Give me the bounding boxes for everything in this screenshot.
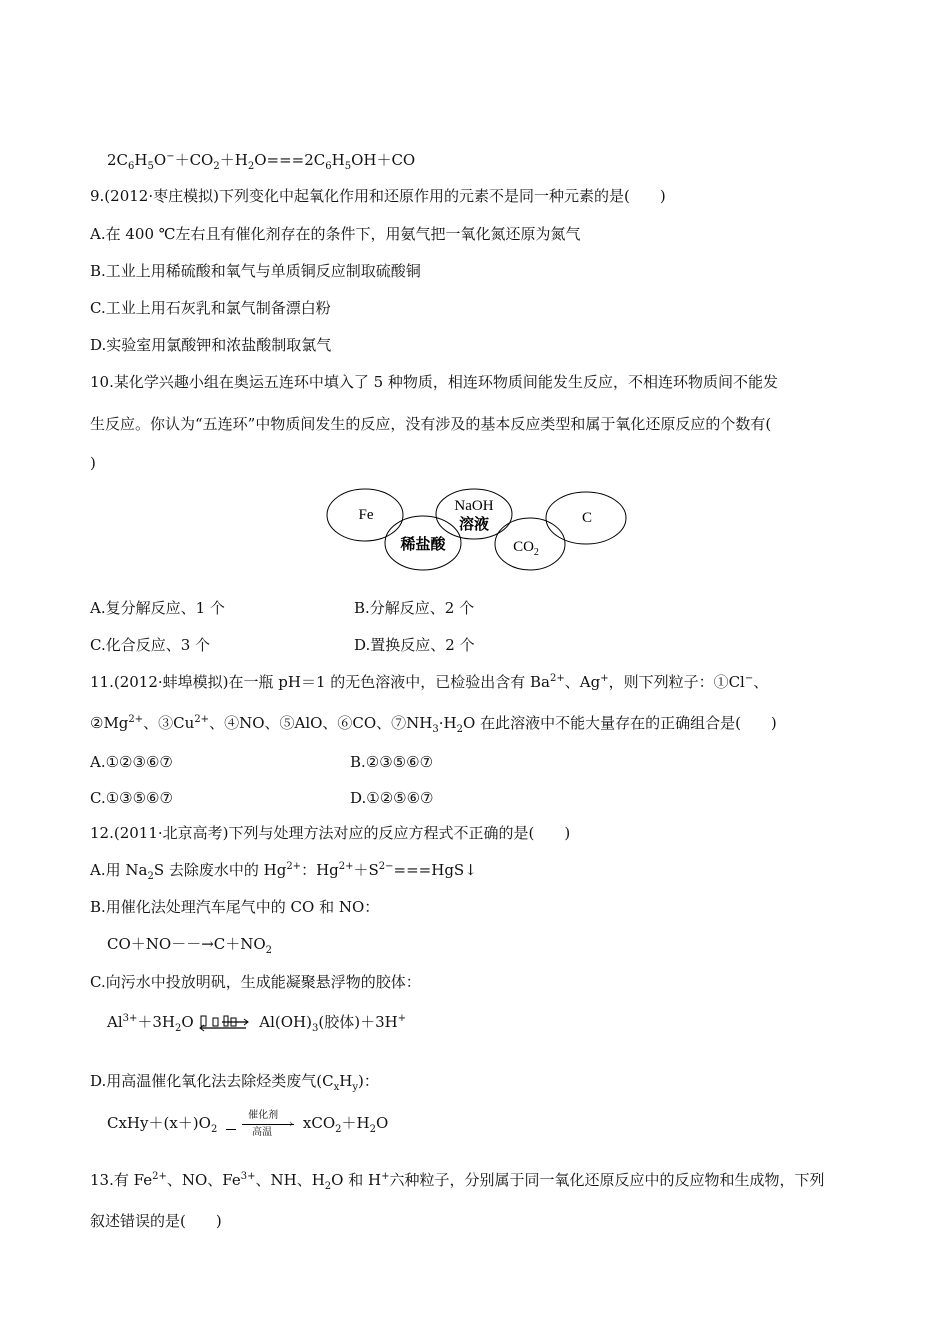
q9-option-b: B.工业上用稀硫酸和氧气与单质铜反应制取硫酸铜 (90, 262, 421, 280)
q11-stem-line2: $②Mg^{2+}$、$③Cu^{2+}$、④NO、⑤AlO、⑥CO、$⑦NH_3\cdot H_2O$ 在此溶液中不能大量存在的正确组合是( ) (90, 714, 777, 735)
q9-stem: 9.(2012·枣庄模拟)下列变化中起氧化作用和还原作用的元素不是同一种元素的是( ) (90, 187, 666, 205)
q10-stem-line3: ) (90, 454, 96, 472)
ring-label-solution: 溶液 (458, 515, 490, 533)
q9-option-a: A.在 400 ℃左右且有催化剂存在的条件下，用氨气把一氧化氮还原为氮气 (90, 225, 581, 243)
q9-option-d: D.实验室用氯酸钾和浓盐酸制取氯气 (90, 336, 332, 354)
ring-label-fe: Fe (358, 507, 374, 523)
q12-option-b: B.用催化法处理汽车尾气中的 CO 和 NO： (90, 898, 380, 916)
q12-option-c: C.向污水中投放明矾，生成能凝聚悬浮物的胶体： (90, 973, 421, 991)
equation-line: $2C_6H_5O^-+CO_2+H_2O===2C_6H_5OH+CO$ (107, 151, 416, 172)
q10-option-b: B.分解反应、2 个 (354, 599, 475, 617)
reversible-arrow-icon (198, 1012, 254, 1034)
q11-option-b: B.②③⑤⑥⑦ (350, 753, 434, 771)
q10-option-c: C.化合反应、3 个 (90, 636, 211, 654)
q10-stem-line1: 10.某化学兴趣小组在奥运五连环中填入了 5 种物质，相连环物质间能发生反应，不相连环物质间不能发 (90, 373, 778, 391)
q11-option-a: A.①②③⑥⑦ (90, 753, 173, 771)
q11-option-d: D.①②⑤⑥⑦ (350, 789, 434, 807)
q11-option-c: C.①③⑤⑥⑦ (90, 789, 173, 807)
ring-label-hcl: 稀盐酸 (400, 535, 446, 553)
ring-label-c: C (581, 510, 593, 526)
q12-equation-b: $CO+NO--\to C+NO_2$ (107, 935, 273, 956)
q10-option-d: D.置换反应、2 个 (354, 636, 475, 654)
q13-stem-line2: 叙述错误的是( ) (90, 1212, 222, 1230)
q10-stem-line2: 生反应。你认为“五连环”中物质间发生的反应，没有涉及的基本反应类型和属于氧化还原反应的个数有( (90, 415, 772, 433)
q13-stem-line1: 13.有 $Fe^{2+}$、NO、$Fe^{3+}$、NH、$H_2O$ 和 H+六种粒子，分别属于同一氧化还原反应中的反应物和生成物，下列 (90, 1171, 825, 1192)
q12-stem: 12.(2011·北京高考)下列与处理方法对应的反应方程式不正确的是( ) (90, 824, 571, 842)
ring-label-co2: $CO_2$ (513, 539, 539, 558)
five-rings-diagram (320, 488, 660, 572)
q12-option-a: A.用 $Na_2S$ 去除废水中的 $Hg^{2+}$：$Hg^{2+}+S^{2-}===HgS↓$ (90, 861, 477, 882)
q9-option-c: C.工业上用石灰乳和氯气制备漂白粉 (90, 299, 331, 317)
reaction-condition-arrow: 催化剂 › 高温 (222, 1114, 298, 1134)
q10-option-a: A.复分解反应、1 个 (90, 599, 225, 617)
q11-stem-line1: 11.(2012·蚌埠模拟)在一瓶 pH＝1 的无色溶液中，已检验出含有 $Ba^{2+}$、Ag+，则下列粒子：①Cl−、 (90, 673, 769, 691)
q12-equation-c: $Al^{3+}+3H_2O$ $Al(OH)_3$(胶体)＋3H+ (107, 1013, 407, 1034)
q12-option-d: D.用高温催化氧化法去除烃类废气$(C_xH_y)$： (90, 1072, 379, 1093)
ring-label-naoh: NaOH (454, 498, 494, 514)
q12-equation-d: $CxHy+(x+)O_2$ 催化剂 › 高温 $xCO_2+H_2O$ (107, 1110, 389, 1138)
